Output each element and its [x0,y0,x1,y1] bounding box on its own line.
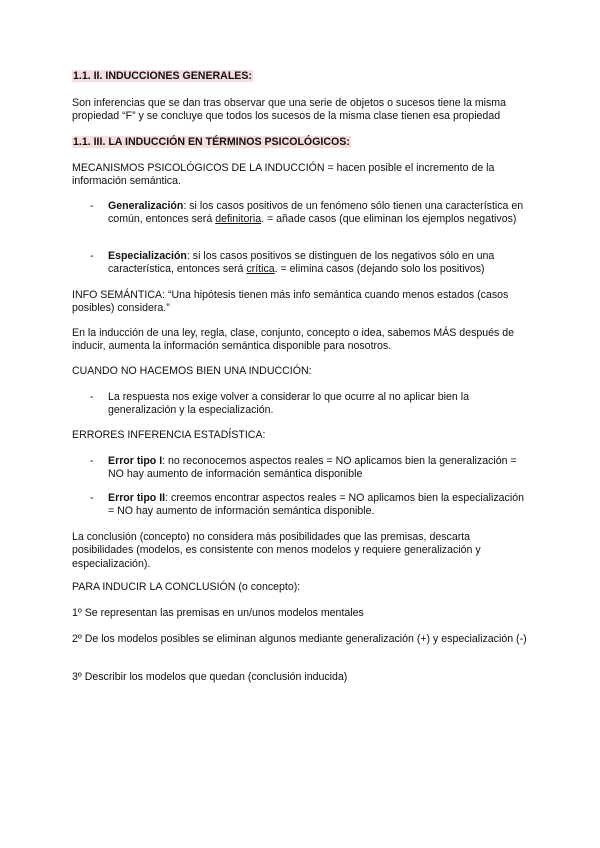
paragraph-cuando-no: CUANDO NO HACEMOS BIEN UNA INDUCCIÓN: [72,365,312,377]
list-item-error-tipo-1: - Error tipo I: no reconocemos aspectos reales = NO aplicamos bien la generalización = NO hay aumento de información semántica disponible [90,455,517,481]
term-especializacion: Especialización [108,250,187,262]
list-item-especializacion: - Especialización: si los casos positivos se distinguen de los negativos sólo en una característica, entonces será crítica. = elimina casos (dejando solo los positivos) [90,250,495,276]
keyword-critica: crítica [246,263,275,276]
paragraph-definicion: Son inferencias que se dan tras observar que una serie de objetos o sucesos tiene la misma propiedad “F” y se concluye que todos los sucesos de la misma clase tienen esa propiedad [72,97,507,123]
paragraph-conclusion: La conclusión (concepto) no considera más posibilidades que las premisas, descarta posibilidades (modelos, es consistente con menos modelos y requiere generalización y especialización). [72,531,481,570]
list-item-generalizacion: - Generalización: si los casos positivos de un fenómeno sólo tienen una característica en común, entonces será definitoria. = añade casos (que eliminan los ejemplos negativos) [90,200,524,226]
heading-text: 1.1. III. LA INDUCCIÓN EN TÉRMINOS PSICOLÓGICOS: [73,136,350,148]
section-heading-inducciones-generales [72,70,532,83]
list-item-error-tipo-2: - Error tipo II: creemos encontrar aspectos reales = NO aplicamos bien la especialización = NO hay aumento de información semántica disponible. [90,492,524,518]
term-error-tipo-2: Error tipo II [108,492,166,504]
term-generalizacion: Generalización [108,200,184,212]
paragraph-para-inducir: PARA INDUCIR LA CONCLUSIÓN (o concepto): [72,581,301,593]
keyword-definitoria: definitoria [215,213,262,226]
paragraph-info-semantica: INFO SEMÁNTICA: “Una hipótesis tienen más info semántica cuando menos estados (casos posibles) considera.” [72,289,509,315]
term-error-tipo-1: Error tipo I [108,455,163,467]
step-2: 2º De los modelos posibles se eliminan algunos mediante generalización (+) y especialización (-) [72,633,527,645]
dash-bullet: - [90,250,94,262]
paragraph-induccion-ley: En la inducción de una ley, regla, clase, conjunto, concepto o idea, sabemos MÁS después de inducir, aumenta la información semántica disponible para nosotros. [72,327,515,353]
heading-text: 1.1. II. INDUCCIONES GENERALES: [73,70,252,82]
step-1: 1º Se representan las premisas en un/unos modelos mentales [72,607,364,619]
dash-bullet: - [90,455,94,467]
paragraph-errores: ERRORES INFERENCIA ESTADÍSTICA: [72,429,266,441]
paragraph-mecanismos: MECANISMOS PSICOLÓGICOS DE LA INDUCCIÓN = hacen posible el incremento de la información semántica. [72,162,495,188]
section-heading-induccion-psicologica [72,136,532,149]
step-3: 3º Describir los modelos que quedan (conclusión inducida) [72,671,348,683]
dash-bullet: - [90,391,94,403]
dash-bullet: - [90,200,94,212]
dash-bullet: - [90,492,94,504]
list-item-respuesta: - La respuesta nos exige volver a considerar lo que ocurre al no aplicar bien la generalización y la especialización. [90,391,469,417]
